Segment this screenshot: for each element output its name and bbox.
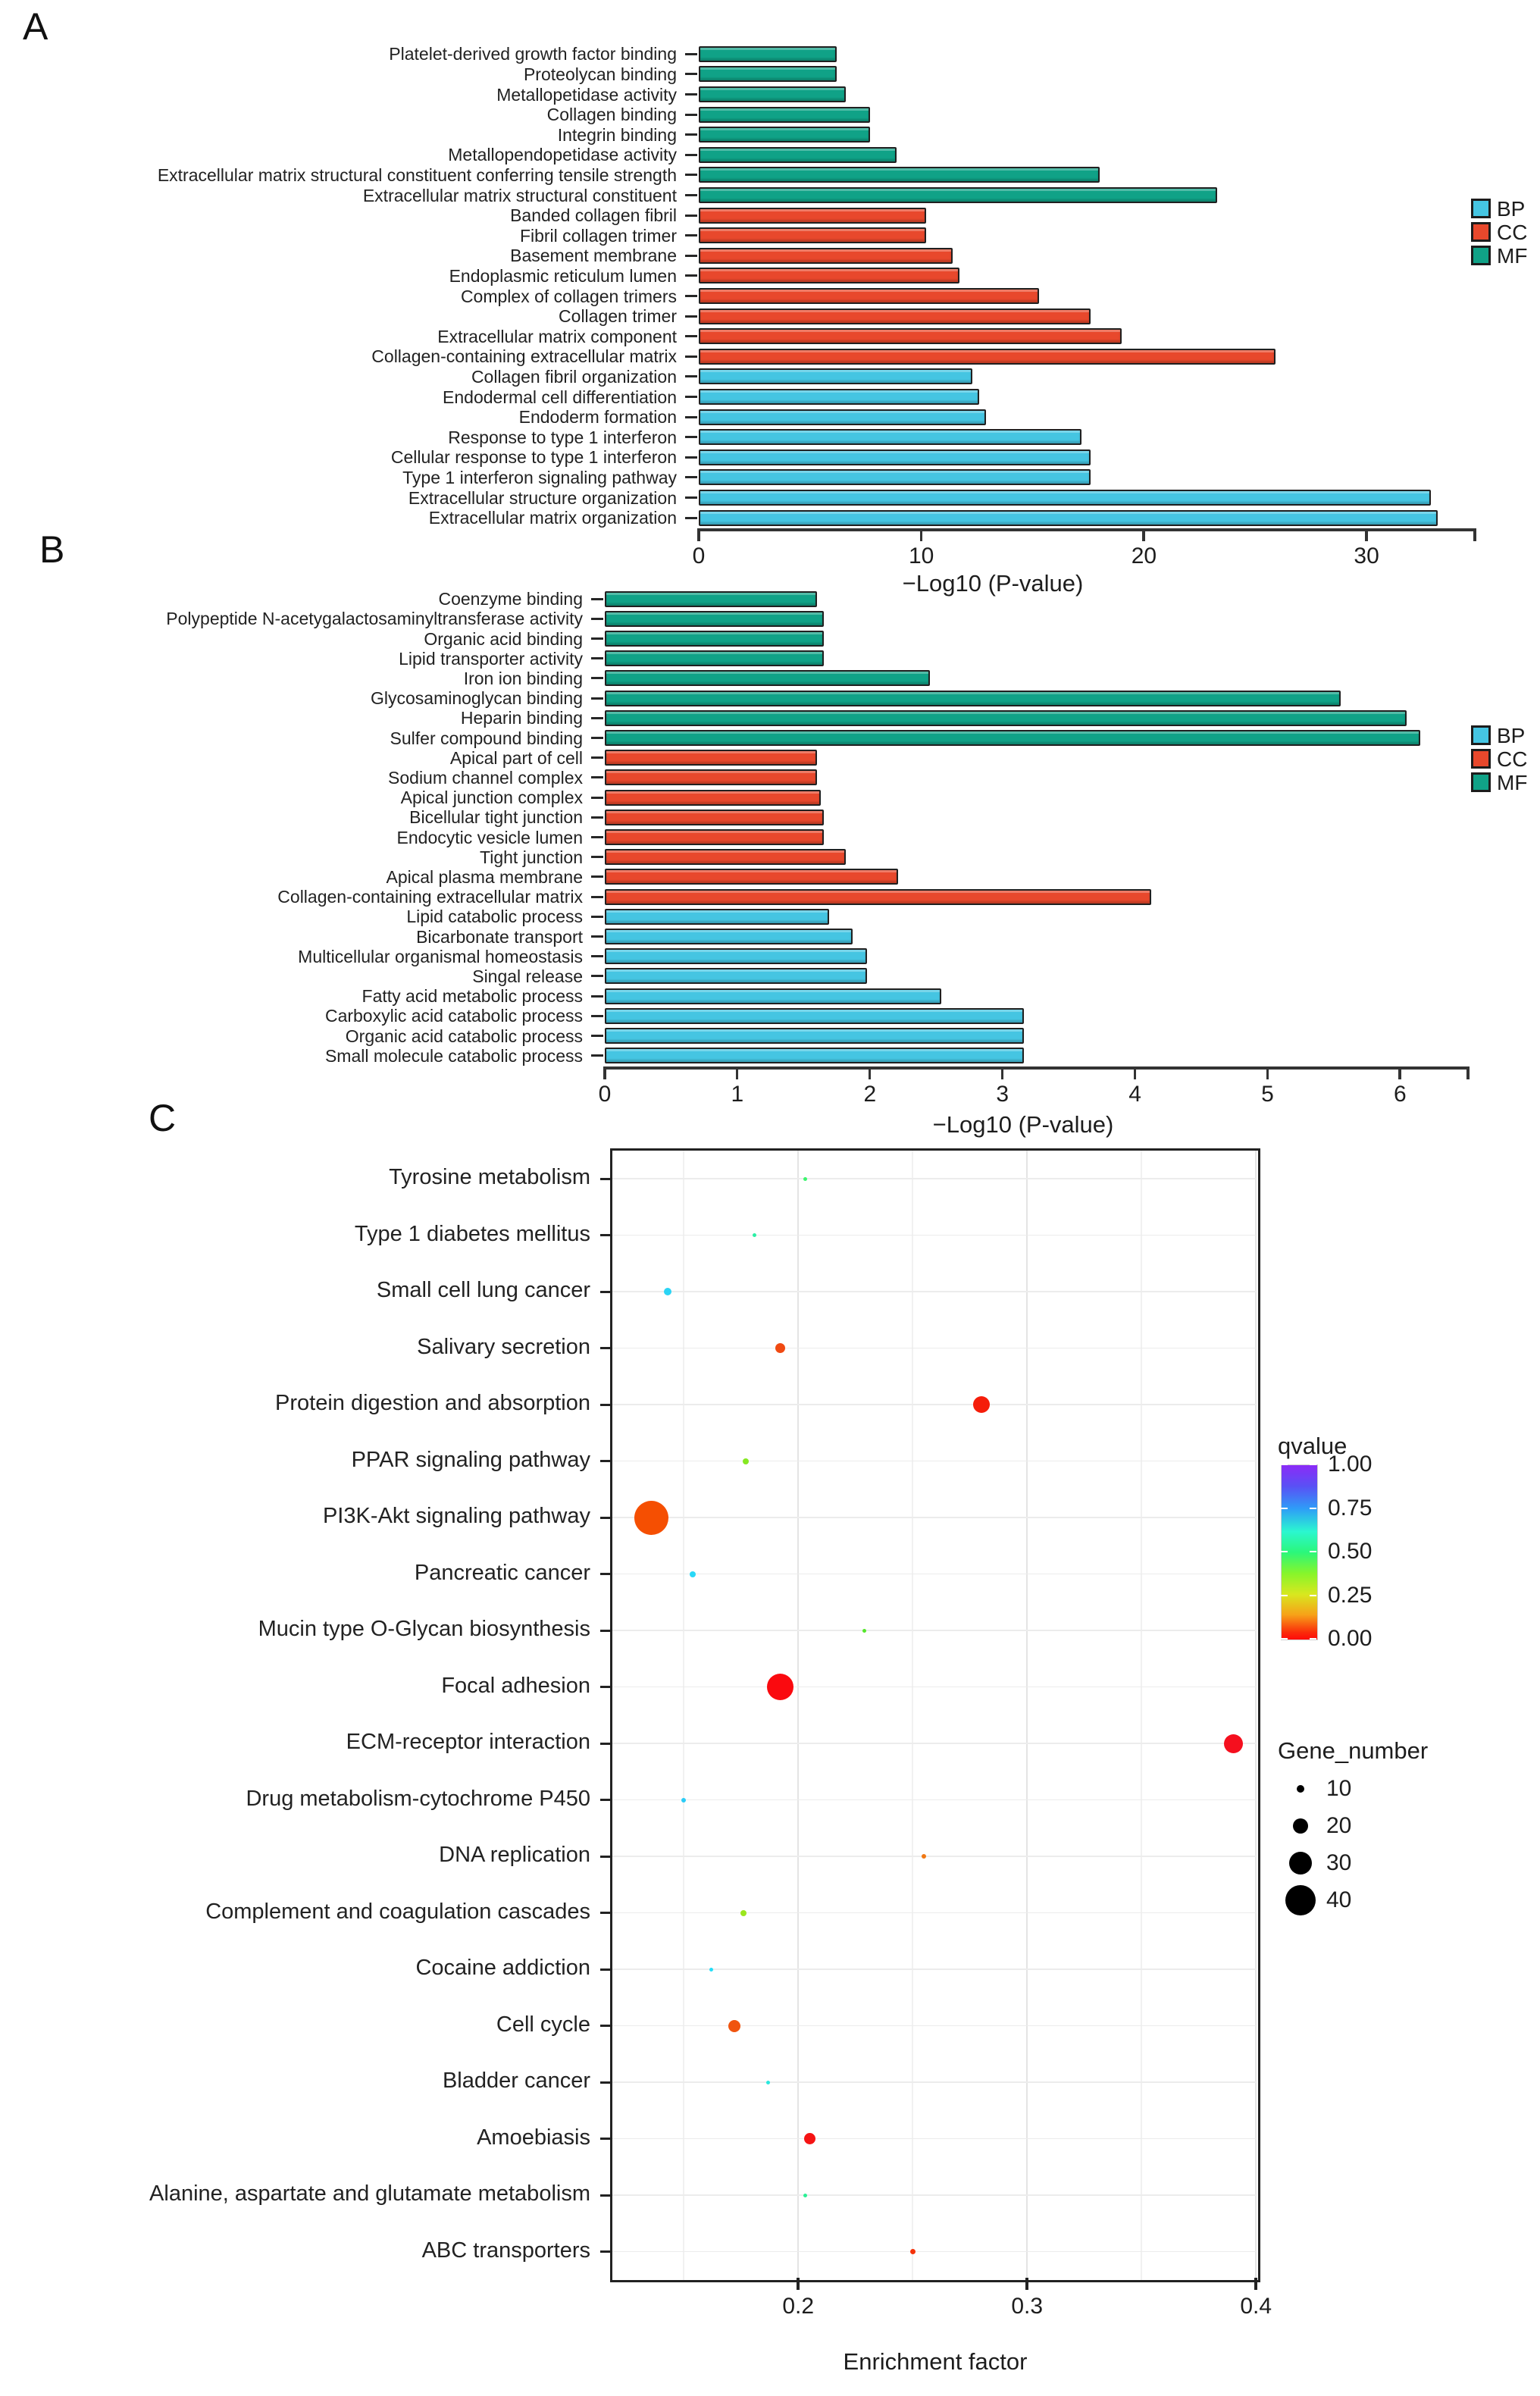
row-tick (591, 776, 603, 778)
bar-mf (605, 591, 817, 607)
category-label: Collagen binding (546, 105, 677, 125)
y-axis-tick (600, 2025, 610, 2027)
pathway-label: PI3K-Akt signaling pathway (322, 1504, 590, 1529)
bar-mf (605, 691, 1341, 706)
qvalue-tick-right (1310, 1508, 1316, 1509)
category-label: Fibril collagen trimer (519, 225, 677, 246)
bar-mf (699, 66, 837, 82)
category-label: Glycosaminoglycan binding (371, 688, 583, 709)
bar-mf (699, 107, 870, 123)
category-label: Lipid catabolic process (406, 907, 583, 927)
category-label: Extracellular matrix structural constituent conferring tensile strength (157, 164, 677, 185)
bar-mf (605, 631, 824, 647)
row-tick (685, 234, 697, 236)
row-tick (591, 995, 603, 998)
category-label: Fatty acid metabolic process (362, 986, 583, 1007)
qvalue-tick-label: 1.00 (1328, 1452, 1373, 1477)
y-axis-tick (600, 1743, 610, 1745)
category-label: Metallopendopetidase activity (448, 145, 677, 165)
scatter-point (709, 1968, 713, 1972)
category-label: Response to type 1 interferon (448, 427, 677, 447)
bar-mf (699, 167, 1100, 183)
y-axis-tick (600, 1856, 610, 1858)
scatter-point (740, 1910, 747, 1916)
x-axis-tick (603, 1066, 606, 1079)
legend-label-mf: MF (1497, 771, 1528, 794)
scatter-point (728, 2020, 740, 2032)
x-axis-tick-label: 2 (863, 1081, 877, 1107)
row-tick (591, 896, 603, 898)
legend-label-bp: BP (1497, 197, 1526, 221)
pathway-label: Mucin type O-Glycan biosynthesis (258, 1617, 590, 1642)
panel-b-letter: B (39, 528, 65, 571)
row-tick (685, 476, 697, 478)
row-tick (591, 856, 603, 858)
row-tick (685, 517, 697, 519)
row-tick (685, 73, 697, 75)
row-tick (685, 194, 697, 196)
bar-bp (699, 449, 1091, 465)
qvalue-tick-label: 0.25 (1328, 1582, 1373, 1608)
gene-number-dot (1293, 1818, 1308, 1834)
pathway-label: Cocaine addiction (415, 1956, 590, 1981)
qvalue-tick-right (1310, 1551, 1316, 1552)
bar-mf (605, 710, 1407, 726)
legend-swatch-mf (1471, 246, 1491, 265)
y-axis-tick (600, 1912, 610, 1914)
bar-cc (605, 769, 817, 785)
row-tick (685, 436, 697, 438)
row-tick (591, 1035, 603, 1037)
row-tick (685, 215, 697, 217)
pathway-label: Cell cycle (496, 2012, 590, 2037)
qvalue-tick-right (1310, 1464, 1316, 1465)
row-tick (685, 255, 697, 257)
bar-bp (699, 490, 1431, 506)
row-tick (591, 935, 603, 938)
row-tick (685, 93, 697, 96)
bar-bp (605, 929, 853, 944)
category-label: Type 1 interferon signaling pathway (402, 467, 677, 487)
x-axis-tick-label: 30 (1354, 543, 1379, 569)
category-label: Apical plasma membrane (386, 866, 583, 887)
row-tick (685, 53, 697, 55)
row-tick (591, 1054, 603, 1057)
category-label: Endocytic vesicle lumen (396, 827, 583, 847)
scatter-point (743, 1458, 749, 1464)
bar-bp (605, 1048, 1024, 1063)
category-label: Extracellular matrix organization (428, 508, 677, 528)
category-label: Lipid transporter activity (399, 648, 583, 669)
bar-mf (605, 611, 824, 627)
pathway-label: Tyrosine metabolism (389, 1165, 590, 1190)
pathway-label: PPAR signaling pathway (351, 1447, 590, 1472)
gene-number-legend-title: Gene_number (1278, 1737, 1429, 1764)
row-tick (591, 955, 603, 957)
qvalue-tick-right (1310, 1638, 1316, 1640)
row-tick (591, 657, 603, 659)
category-label: Polypeptide N-acetygalactosaminyltransferase activity (166, 609, 583, 629)
bar-cc (605, 869, 898, 885)
x-axis-tick (697, 528, 700, 541)
x-axis-tick (1001, 1066, 1004, 1079)
bar-bp (605, 1008, 1024, 1024)
y-axis-tick (600, 1178, 610, 1180)
bar-bp (605, 988, 941, 1004)
bar-mf (605, 670, 930, 686)
qvalue-tick-left (1281, 1464, 1288, 1465)
x-axis-tick (1266, 1066, 1269, 1079)
scatter-point (767, 1674, 793, 1700)
row-tick (685, 496, 697, 499)
row-tick (591, 637, 603, 640)
bar-mf (605, 650, 824, 666)
category-label: Small molecule catabolic process (324, 1045, 583, 1066)
row-tick (685, 274, 697, 277)
legend-label-cc: CC (1497, 221, 1528, 244)
category-label: Complex of collagen trimers (460, 286, 677, 306)
row-tick (685, 396, 697, 398)
category-label: Apical junction complex (400, 788, 583, 808)
y-axis-tick (600, 1404, 610, 1406)
row-tick (591, 916, 603, 918)
x-axis-line (697, 528, 1476, 531)
gene-number-label: 20 (1326, 1813, 1352, 1838)
scatter-point (1224, 1734, 1243, 1753)
row-tick (685, 133, 697, 136)
x-axis-tick (1134, 1066, 1137, 1079)
bar-cc (605, 849, 846, 865)
bar-mf (699, 46, 837, 62)
y-axis-tick (600, 1968, 610, 1971)
x-axis-tick-label: 0 (692, 543, 706, 569)
category-label: Extracellular matrix structural constituent (362, 185, 677, 205)
bar-cc (699, 309, 1091, 324)
bar-cc (699, 227, 926, 243)
pathway-label: ABC transporters (421, 2238, 590, 2263)
scatter-point (634, 1501, 668, 1535)
category-label: Bicellular tight junction (409, 807, 583, 828)
x-axis-tick (1254, 2278, 1257, 2290)
pathway-label: Focal adhesion (441, 1673, 590, 1698)
qvalue-legend-title: qvalue (1278, 1433, 1348, 1459)
category-label: Banded collagen fibril (510, 205, 677, 226)
bar-bp (699, 469, 1091, 485)
bar-cc (605, 889, 1151, 905)
panel-c-x-axis-title: Enrichment factor (843, 2348, 1028, 2375)
x-axis-tick (920, 528, 923, 541)
row-tick (591, 875, 603, 878)
bar-mf (605, 730, 1420, 746)
y-axis-tick (600, 2138, 610, 2140)
pathway-label: Salivary secretion (417, 1334, 590, 1359)
pathway-label: Small cell lung cancer (376, 1278, 590, 1303)
y-axis-tick (600, 2194, 610, 2197)
category-label: Basement membrane (510, 246, 677, 266)
bar-bp (699, 389, 979, 405)
y-axis-tick (600, 1799, 610, 1801)
y-axis-tick (600, 1686, 610, 1688)
category-label: Heparin binding (460, 708, 583, 728)
x-axis-tick (1398, 1066, 1401, 1079)
gene-number-dot (1289, 1852, 1312, 1875)
row-tick (591, 598, 603, 600)
category-label: Endoderm formation (518, 407, 677, 428)
scatter-point (681, 1798, 686, 1802)
x-axis-end-tick (1466, 1066, 1470, 1079)
bar-mf (699, 86, 846, 102)
row-tick (685, 295, 697, 297)
scatter-point (804, 2133, 815, 2144)
x-axis-end-tick (1473, 528, 1476, 541)
gene-number-dot (1297, 1785, 1304, 1793)
category-label: Organic acid catabolic process (345, 1026, 583, 1046)
row-tick (685, 335, 697, 337)
bar-cc (605, 750, 817, 766)
row-tick (685, 355, 697, 358)
bar-cc (699, 288, 1039, 304)
bar-cc (605, 790, 821, 806)
x-axis-tick-label: 4 (1128, 1081, 1141, 1107)
scatter-point (803, 2194, 807, 2197)
x-axis-tick (869, 1066, 872, 1079)
x-axis-tick-label: 0.4 (1240, 2294, 1272, 2319)
legend-label-mf: MF (1497, 244, 1528, 268)
x-axis-tick (736, 1066, 739, 1079)
category-label: Carboxylic acid catabolic process (324, 1006, 583, 1026)
pathway-label: Amoebiasis (477, 2125, 590, 2150)
bar-cc (699, 268, 959, 283)
category-label: Sulfer compound binding (390, 728, 583, 748)
category-label: Multicellular organismal homeostasis (298, 946, 583, 966)
row-tick (591, 697, 603, 700)
row-tick (591, 677, 603, 679)
bar-mf (699, 127, 870, 143)
bar-cc (605, 810, 824, 825)
bar-bp (699, 510, 1438, 526)
x-axis-tick-label: 6 (1394, 1081, 1407, 1107)
row-tick (591, 797, 603, 799)
qvalue-tick-left (1281, 1508, 1288, 1509)
legend-swatch-cc (1471, 222, 1491, 242)
x-axis-tick-label: 1 (731, 1081, 744, 1107)
gene-number-label: 30 (1326, 1850, 1352, 1875)
bar-bp (605, 948, 867, 964)
row-tick (591, 756, 603, 759)
qvalue-tick-left (1281, 1638, 1288, 1640)
legend-swatch-bp (1471, 199, 1491, 218)
row-tick (685, 114, 697, 116)
x-axis-tick-label: 5 (1261, 1081, 1274, 1107)
bar-mf (699, 187, 1217, 203)
row-tick (591, 618, 603, 620)
pathway-label: Complement and coagulation cascades (205, 1899, 590, 1924)
legend-swatch-bp (1471, 725, 1491, 745)
gene-number-label: 10 (1326, 1776, 1352, 1801)
scatter-point (803, 1177, 807, 1181)
qvalue-tick-label: 0.00 (1328, 1626, 1373, 1651)
y-axis-tick (600, 1573, 610, 1575)
pathway-label: Pancreatic cancer (414, 1560, 590, 1585)
pathway-label: Type 1 diabetes mellitus (354, 1221, 590, 1246)
bar-bp (605, 1028, 1024, 1044)
x-axis-tick (1365, 528, 1368, 541)
x-axis-tick-label: 0.2 (782, 2294, 815, 2319)
row-tick (685, 375, 697, 377)
bar-mf (699, 147, 897, 163)
y-axis-tick (600, 1234, 610, 1236)
qvalue-tick-left (1281, 1551, 1288, 1552)
category-label: Collagen-containing extracellular matrix (277, 887, 583, 907)
category-label: Bicarbonate transport (416, 926, 583, 947)
qvalue-tick-label: 0.75 (1328, 1495, 1373, 1521)
y-axis-tick (600, 1460, 610, 1462)
category-label: Platelet-derived growth factor binding (389, 44, 677, 64)
y-axis-tick (600, 1517, 610, 1519)
category-label: Organic acid binding (424, 628, 583, 649)
gene-number-dot (1285, 1885, 1316, 1915)
bar-cc (605, 829, 824, 845)
legend-label-bp: BP (1497, 724, 1526, 747)
x-axis-line (603, 1066, 1469, 1070)
legend-swatch-mf (1471, 772, 1491, 792)
qvalue-tick-left (1281, 1595, 1288, 1596)
row-tick (685, 416, 697, 418)
category-label: Collagen fibril organization (471, 366, 677, 387)
category-label: Endodermal cell differentiation (443, 387, 677, 407)
scatter-point (910, 2249, 916, 2254)
x-axis-tick-label: 10 (909, 543, 934, 569)
plot-area-border (610, 1148, 1260, 2282)
category-label: Cellular response to type 1 interferon (390, 447, 677, 468)
category-label: Proteolycan binding (523, 64, 677, 84)
bar-cc (699, 328, 1122, 344)
y-axis-tick (600, 1291, 610, 1293)
x-axis-tick-label: 20 (1131, 543, 1157, 569)
pathway-label: Drug metabolism-cytochrome P450 (246, 1786, 590, 1811)
qvalue-tick-label: 0.50 (1328, 1539, 1373, 1564)
panel-c-letter: C (149, 1097, 177, 1139)
row-tick (591, 717, 603, 719)
panel-b-x-axis-title: −Log10 (P-value) (932, 1111, 1114, 1138)
gene-number-label: 40 (1326, 1887, 1352, 1912)
row-tick (685, 456, 697, 459)
bar-cc (699, 248, 953, 264)
bar-cc (699, 349, 1276, 365)
category-label: Apical part of cell (449, 747, 583, 768)
scatter-point (775, 1343, 785, 1353)
category-label: Collagen trimer (559, 306, 677, 327)
row-tick (685, 154, 697, 156)
scatter-point (973, 1396, 990, 1413)
pathway-label: DNA replication (439, 1843, 590, 1868)
category-label: Extracellular matrix component (437, 326, 677, 346)
x-axis-tick (1025, 2278, 1028, 2290)
bar-bp (699, 409, 986, 425)
category-label: Sodium channel complex (388, 767, 583, 788)
row-tick (685, 315, 697, 318)
panel-a-x-axis-title: −Log10 (P-value) (902, 570, 1084, 597)
pathway-label: Bladder cancer (442, 2069, 590, 2094)
pathway-label: Protein digestion and absorption (275, 1391, 590, 1416)
category-label: Iron ion binding (463, 668, 583, 688)
row-tick (591, 975, 603, 977)
x-axis-tick-label: 0 (598, 1081, 612, 1107)
bar-bp (605, 909, 829, 925)
x-axis-tick-label: 0.3 (1011, 2294, 1044, 2319)
category-label: Collagen-containing extracellular matrix (371, 346, 677, 367)
category-label: Endoplasmic reticulum lumen (449, 265, 677, 286)
x-axis-tick (1142, 528, 1145, 541)
x-axis-tick-label: 3 (996, 1081, 1009, 1107)
x-axis-tick (797, 2278, 800, 2290)
bar-bp (605, 968, 867, 984)
pathway-label: Alanine, aspartate and glutamate metabolism (149, 2181, 590, 2207)
row-tick (685, 174, 697, 176)
bar-cc (699, 208, 926, 224)
y-axis-tick (600, 1630, 610, 1632)
row-tick (591, 816, 603, 819)
pathway-label: ECM-receptor interaction (346, 1730, 590, 1755)
y-axis-tick (600, 2081, 610, 2084)
row-tick (591, 836, 603, 838)
category-label: Extracellular structure organization (408, 487, 677, 508)
y-axis-tick (600, 2250, 610, 2253)
qvalue-tick-right (1310, 1595, 1316, 1596)
legend-label-cc: CC (1497, 747, 1528, 771)
y-axis-tick (600, 1347, 610, 1349)
bar-bp (699, 429, 1081, 445)
row-tick (591, 1015, 603, 1017)
category-label: Metallopetidase activity (496, 84, 677, 105)
category-label: Coenzyme binding (438, 589, 583, 609)
category-label: Integrin binding (557, 124, 677, 145)
category-label: Singal release (472, 966, 583, 986)
legend-swatch-cc (1471, 749, 1491, 769)
row-tick (591, 737, 603, 739)
category-label: Tight junction (480, 847, 583, 867)
bar-bp (699, 368, 972, 384)
panel-a-letter: A (23, 5, 49, 48)
